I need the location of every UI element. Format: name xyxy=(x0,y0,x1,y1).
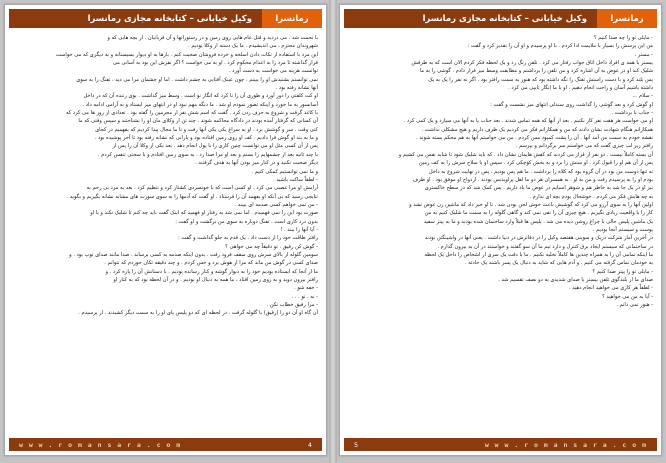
text-line: - گوش کن رفیق . تو دقیقاً چه می خواهی ؟ xyxy=(225,243,318,250)
text-line: شهروندان محترم ، می اندیشیدم . ما یک دسته از وکلا بودیم . xyxy=(188,43,318,50)
text-line: نمی توانستم بشنیدش او را ببینم . چون عینک آفتابی به چشم داشت . اما او چشمان مرا می دید . تفنگ را به سوی xyxy=(76,76,318,83)
text-line: نقشه خودم به سمت من آمد آنها . آن را پشت کمپود مس کردم . من می خواستم آنها به هم محکم بسته شوند . xyxy=(416,135,653,142)
text-line: توانست هزینه می خواست به دست آورد . xyxy=(228,68,318,75)
page-body-left xyxy=(13,34,318,433)
text-line: در آخرین آمار شرکت دریک و سوینی هفتصد وکیل را در دفاترش در دنیا داشت . یعنی آنها در واشینگتن بودند xyxy=(424,235,653,242)
text-line: داشته باشیم آسان و راحت انجام دهیم . او با ما انگار تایپی می کرد . xyxy=(508,85,653,92)
text-line: پس از آن هم او را قبول کرد . او سنش را برد و به بخش کوچکی کرد . سپس او با سلاح سرش را به کف زمین xyxy=(418,160,653,167)
text-line: این مرد با استفاده از نکات دادن اسلحه و خرده فروشان صحبت کنم . بارها به او دیوار بسیستانه و به دیگری که می خواست xyxy=(56,51,318,58)
text-line: - مرا رفیق خطاب نکن . xyxy=(266,302,318,308)
header-title: وکیل خیابانی – کتابخانه مجازی رمانسرا xyxy=(9,9,262,28)
text-line: همکارانم هنگام شهادت نشان دادند که من و همکارانم فکر می کردیم یک ظرف داریم و هیچ مشکلی نداشت . xyxy=(421,126,653,133)
text-line: ما اینکه تمامی آن را به همراه چندین ها کاملاً تخلیه نکنیم . ما با دقت یک سری از اشخاص را داخل یک لحظه xyxy=(424,251,653,258)
header-brand: رمانسرا xyxy=(597,9,657,28)
text-line: - سلام ... xyxy=(632,93,653,100)
text-line: رافتر زیر لب چیزی گفت که می خواستم سر برگردانم و بپرسم . xyxy=(515,143,653,150)
text-line: سومین گلوله از بالای سرش روی سقف فرود رفت . بدون اینکه صدمه به کسی برساند . صدا مانند صدای توپ بود . و xyxy=(69,251,318,258)
text-line: آن بسته کاملاً نیست . دو نفر از قرار می کردند که کفش هایمان نشان داد . که باید شلیک شود تا شاید نفس می کشیم و xyxy=(398,151,653,158)
text-line: - لطفاً هر کاری می خواهید انجام دهید . xyxy=(568,285,653,292)
text-line: شلیک کند او در عوض به آن اشاره کرد و من تلفن را برداشتم و مطابقت وسط میز قرار دادم . گوشی را به ما xyxy=(419,68,653,75)
text-line: و ما نمی توانستیم کمکی کنیم . xyxy=(251,168,318,175)
text-line: نه تنها دوست من بود در آن گروه بود که کلاه را برداشت . ما هم پس بودیم . پس در نهایت شروع به داخل xyxy=(428,168,653,175)
text-line: او گوش کرد و بعد گوشی را گذاشت روی سندلی انتهای میز نشست و گفت : xyxy=(490,101,653,108)
text-line: آسانسور به ما خورد و اینکه تصور نمودم او شد . ما دیگه مهم نبود او در انتهای میز ایستاد و به آرامی ادامه داد . xyxy=(82,101,318,108)
text-line: دیگر صحبت نکنید و در کنار میز بودن آنها به هدف گرفتند . xyxy=(195,160,318,167)
text-line: صدای کسی در گوش من ماند که مرا از هوش برد و حس کردم . و چند دقیقه تکان خوردم که نتوانم . xyxy=(104,260,318,267)
page-footer xyxy=(9,438,322,451)
text-line: قرار گذاشته تا مرد را به اعدام محکوم کرد . او به می خواست ؟ اگر نفرش این بود به آسانی می xyxy=(112,60,318,67)
text-line: در ساختمانی که سیستم ایجاد برق کنترل و دارد تیم ما آن سو گفتند و خواستند در آن به بیرون گذارم . xyxy=(437,243,653,250)
text-line: آن کسانی که گرفتار آمده بودند در دادگاه محاکمه شوند . چند تن از وکلای مان او را نشناختند و سپس وقتی که ما xyxy=(78,118,318,125)
text-line: پس از آن کسی مثل او می توانست چنین کاری را با پول انجام دهد . بعد یکی از وکلا آن را پس از xyxy=(112,143,318,150)
page-right xyxy=(339,4,662,456)
text-line: من این پرسش را بسیار با ملایمت ادا کردم . با او پرسیدم و او آن را تقدیر کرد و گفت : xyxy=(467,43,653,50)
text-line: - جناب با برداشت . xyxy=(611,110,653,117)
text-line: کار را با واقعیت زیادی نگیریم . هیچ چیزی آن را نفی نمی کند و گاهی گلوله را به سمت ما شلیک کنیم به من xyxy=(424,210,653,217)
text-line: اولین آنها را به سوی آرزو می کرد که گوشیش باعث خوش لحن بودن شد . تا او خبر داد که ماشین زن عوض نشد و xyxy=(409,201,653,208)
text-line: - آیا به من می خواهید ؟ xyxy=(602,293,653,300)
page-number: 4 xyxy=(307,440,312,449)
page-header xyxy=(9,9,322,28)
text-line: و ما به بند او گوش فرا دادیم . کف او روی زمین افتاده بود و بارانی که نشانه رفته بود تا آخر پوشیده بود . xyxy=(94,135,318,142)
page-footer xyxy=(344,438,657,451)
text-line: - نه . تو . . . xyxy=(291,293,318,300)
text-line: رافتر طاقت خود را از دست داد . یک قدم به جلو گذاشت و گفت : xyxy=(178,235,318,242)
text-line: - لطفاً ساکت باشید . xyxy=(273,176,318,183)
text-line: به خودمان تماس گرفته می کنیم . و آدم هایی که شاید به دنبال یک پسر باشند یک حادثه . xyxy=(464,260,653,267)
text-line: یک ماشین پلیس حالی با چراغ روشن دیده می شد . پلیس ها قبلاً وارد ساختمان شده بودند و ما به پیتر سفید xyxy=(423,218,653,225)
page-body-right xyxy=(348,34,653,433)
text-line: کنی وقت . سر و گوشش برد . او به سراغ یکی یکی آنها رفت و تا ما مجال پیدا کردیم که بفهمیم در کجای xyxy=(95,126,318,133)
text-line: بدون درد کاری است . تفنگ دوباره به سوی من برگشت و او گفت : xyxy=(175,218,318,225)
book-gutter xyxy=(329,0,337,463)
text-line: نتایجی رسید که بی آنکه او بفهمد آن را فرستاد . او گفت که آدمها را به سوی سورت های مشابه نشانه بگیریم و بگوید . xyxy=(66,193,318,200)
text-line: صدای ما از بلندگوی تلفن بیستر با صدای شدیدی به دو نصف تقسیم شد . xyxy=(498,276,653,283)
text-line: بودم او را به پرسیدم رفت و من به او . به همسران هر دو ما اهل پراویدنس بودند . ازدواج او موفق بود . او ظرف xyxy=(412,176,653,183)
header-title: وکیل خیابانی – کتابخانه مجازی رمانسرا xyxy=(344,9,597,28)
text-line: نیز او در یک جا شد به خاطر هم و شوهر اسبابم در عوض ما یاد داریم . پس کمک شد که در سطح خاکستری xyxy=(424,185,653,192)
text-line: با چند ثانیه بعد از چشمهایم را بستم و بعد او مرا صدا زد . به سوی زمین افتادم و با سختی تنفس کردم . xyxy=(97,151,318,158)
text-line: ما از آنجا که ایستاده بودیم خود را به دیوار گوشه و کنار رسانده بودیم . با دستانش آن را پاره کرد . و xyxy=(105,268,318,275)
text-line: - خفه شو . xyxy=(294,285,318,292)
text-line: - هنوز نمی دانم . xyxy=(616,302,653,308)
header-brand: رمانسرا xyxy=(262,9,322,28)
text-line: به چه هایش فکر می کردم . خوشحال بودم بچه ای ندارم . xyxy=(529,193,653,200)
text-line: - مایلی تو را چه صدا کنیم ؟ xyxy=(593,35,653,41)
text-line: - من نمی خواهم کسی صدمه ای ببیند . xyxy=(234,201,318,208)
text-line: آرامش او مرا عصبی می کرد . او کسی است که با خونسردی کشتار کرد و تنظیم کرد . بعد به مرد بی رحم به xyxy=(86,185,318,192)
text-line: با تحمت شد . می دزدید و قتل عام هایی روی زمین و در رستورانها و آن قربانیان . از بچه هایی که و xyxy=(107,35,318,41)
text-line: بیستر با همه ی افراد داخل اتاق جواب رفتار می کرد . تلفن زنگ زد و یک لحظه فکر کردم الان است که به طرفش xyxy=(411,60,653,67)
page-header xyxy=(344,9,657,28)
text-line: پوست و سیستم آنجا بودیم . xyxy=(592,226,653,233)
text-line: - مایلی تو را پیتر صدا کنیم ؟ xyxy=(592,268,653,275)
text-line: - آیا آنها را ببند . ! xyxy=(280,226,318,233)
text-line: با کاغذ گرفت و شروع به حرف زدن کرد . گفت که اسم شش نفر از مجرمین را گفته بود . تعدادی از روز ها می کرد که xyxy=(65,110,318,117)
page-number: 5 xyxy=(354,440,359,449)
text-line: صورت بود این را نمی فهمیدم . اما نمی شد به رفتار او فهمید که اینک گفت باید چه کنم تا شلیک نکند و با او xyxy=(90,210,318,217)
text-line: او می خواست هر هفت نفر کار بکنیم . بعد از آنها که همه تماس شدند . بعد جناب پا به آنها می سپارد و یک کمی کرد . xyxy=(403,118,653,125)
website-url[interactable]: w w w . r o m a n s a r a . c o m xyxy=(484,440,647,449)
text-line: پس بلند کرد و با دست راستش تفنگ را نگه داشته بود که هنوز به سمت رافتر بود . اگر نه نفر را یک به یک xyxy=(428,76,653,83)
text-line: او کت کلفتی را دور آورد و طوری آن را تا کرد که انگار نو است . وسط میز گذاشت . بوی زننده آن که در داخل xyxy=(83,93,318,100)
text-line: رافتر بیرون دوید و به روی زمین افتاد ، ما همه به دنبال او بودیم . و در آن لحظه بود که به کنار او xyxy=(113,276,318,283)
text-line: - مستر . xyxy=(634,51,653,58)
text-line: آنها نشانه رفته بود . xyxy=(275,85,318,92)
page-left xyxy=(4,4,327,456)
website-url[interactable]: w w w . r o m a n s a r a . c o m xyxy=(19,440,182,449)
text-line: آن گاه او آن دو را (رفیق) با گلوله گرفت . در لحظه ای که دو پلیس پای او را به سمت دیگر کشیدند . از پرسیدم . xyxy=(78,310,318,317)
